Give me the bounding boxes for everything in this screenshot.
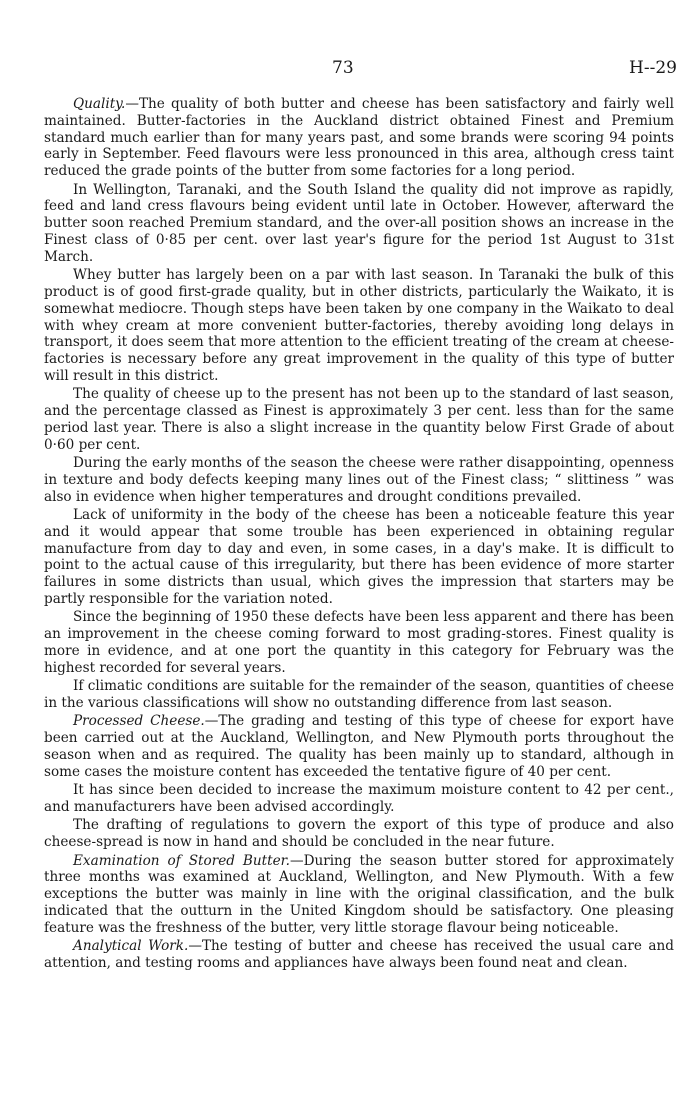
paragraph-analytical-work [44,938,674,972]
page-number: 73 [332,58,354,78]
paragraph-processed-cheese [44,713,674,780]
paragraph-text: Whey butter has largely been on a par with last season. In Taranaki the bulk of this product is of good first-grade quality, but in other districts, particularly the Waikato, it is somewhat mediocre. Though steps have been taken by one company in the Waikato to deal with whey cream at more convenient butter-factories, thereby avoiding long delays in transport, it does seem that more attention to the efficient treating of the cream at cheese-factories is necessary before any great improvement in the quality of this type of butter will result in this district. [44,267,674,384]
paragraph [44,817,674,851]
page-header [0,58,700,82]
heading-processed-cheese: Processed Cheese. [73,713,205,730]
paragraph-text: —During the season butter stored for approximately three months was examined at Auckland, Wellington, and New Plymouth. With a few exceptions the butter was mainly in line with the original classification, and the bulk indicated that the outturn in the United Kingdom should be satisfactory. One pleasing feature was the freshness of the butter, very little storage flavour being noticeable. [44,852,674,936]
paragraph-quality [44,96,674,180]
body-text [44,96,674,973]
heading-stored-butter: Examination of Stored Butter. [73,852,290,869]
paragraph-text: The drafting of regulations to govern the export of this type of produce and also cheese-spread is now in hand and should be concluded in the near future. [44,817,674,851]
paragraph-text: It has since been decided to increase the maximum moisture content to 42 per cent., and manufacturers have been advised accordingly. [44,782,674,816]
paragraph-text: During the early months of the season the cheese were rather disappointing, openness in texture and body defects keeping many lines out of the Finest class; “ slittiness ” was also in evidence when higher temperatures and drought conditions prevailed. [44,455,674,505]
paragraph-text: In Wellington, Taranaki, and the South Island the quality did not improve as rapidly, feed and land cress flavours being evident until late in October. However, afterward the butter soon reached Premium standard, and the over-all position shows an increase in the Finest class of 0·85 per cent. over last year's figure for the period 1st August to 31st March. [44,181,674,265]
paragraph-text: Since the beginning of 1950 these defects have been less apparent and there has been an improvement in the cheese coming forward to most grading-stores. Finest quality is more in evidence, and at one port the quantity in this category for February was the highest recorded for several years. [44,609,674,676]
paragraph-text: If climatic conditions are suitable for the remainder of the season, quantities of cheese in the various classifications will show no outstanding difference from last season. [44,678,674,712]
paragraph [44,182,674,266]
paragraph-text: —The grading and testing of this type of cheese for export have been carried out at the Auckland, Wellington, and New Plymouth ports throughout the season when and as required. The quality has been mainly up to standard, although in some cases the moisture content has exceeded the tentative figure of 40 per cent. [44,713,674,780]
paragraph-stored-butter [44,853,674,937]
heading-analytical-work: Analytical Work. [73,938,189,955]
paragraph-text: —The testing of butter and cheese has received the usual care and attention, and testing rooms and appliances have always been found neat and clean. [44,938,674,971]
paragraph [44,386,674,453]
paragraph-text: —The quality of both butter and cheese has been satisfactory and fairly well maintained. Butter-factories in the Auckland district obtained Finest and Premium standard much earlier than for many years past, and some brands were scoring 94 points early in September. Feed flavours were less pronounced in this area, although cress taint reduced the grade points of the butter from some factories for a long period. [44,96,674,180]
paragraph [44,678,674,712]
paragraph [44,267,674,385]
paragraph [44,455,674,505]
document-reference: H--29 [629,58,677,78]
paragraph [44,507,674,608]
paragraph-text: The quality of cheese up to the present has not been up to the standard of last season, and the percentage classed as Finest is approximately 3 per cent. less than for the same period last year. There is also a slight increase in the quantity below First Grade of about 0·60 per cent. [44,386,674,453]
heading-quality: Quality. [73,96,126,112]
paragraph-text: Lack of uniformity in the body of the cheese has been a noticeable feature this year and it would appear that some trouble has been experienced in obtaining regular manufacture from day to day and even, in some cases, in a day's make. It is difficult to point to the actual cause of this irregularity, but there has been evidence of more starter failures in some districts than usual, which gives the impression that starters may be partly responsible for the variation noted. [44,507,674,608]
paragraph [44,609,674,676]
paragraph [44,782,674,816]
